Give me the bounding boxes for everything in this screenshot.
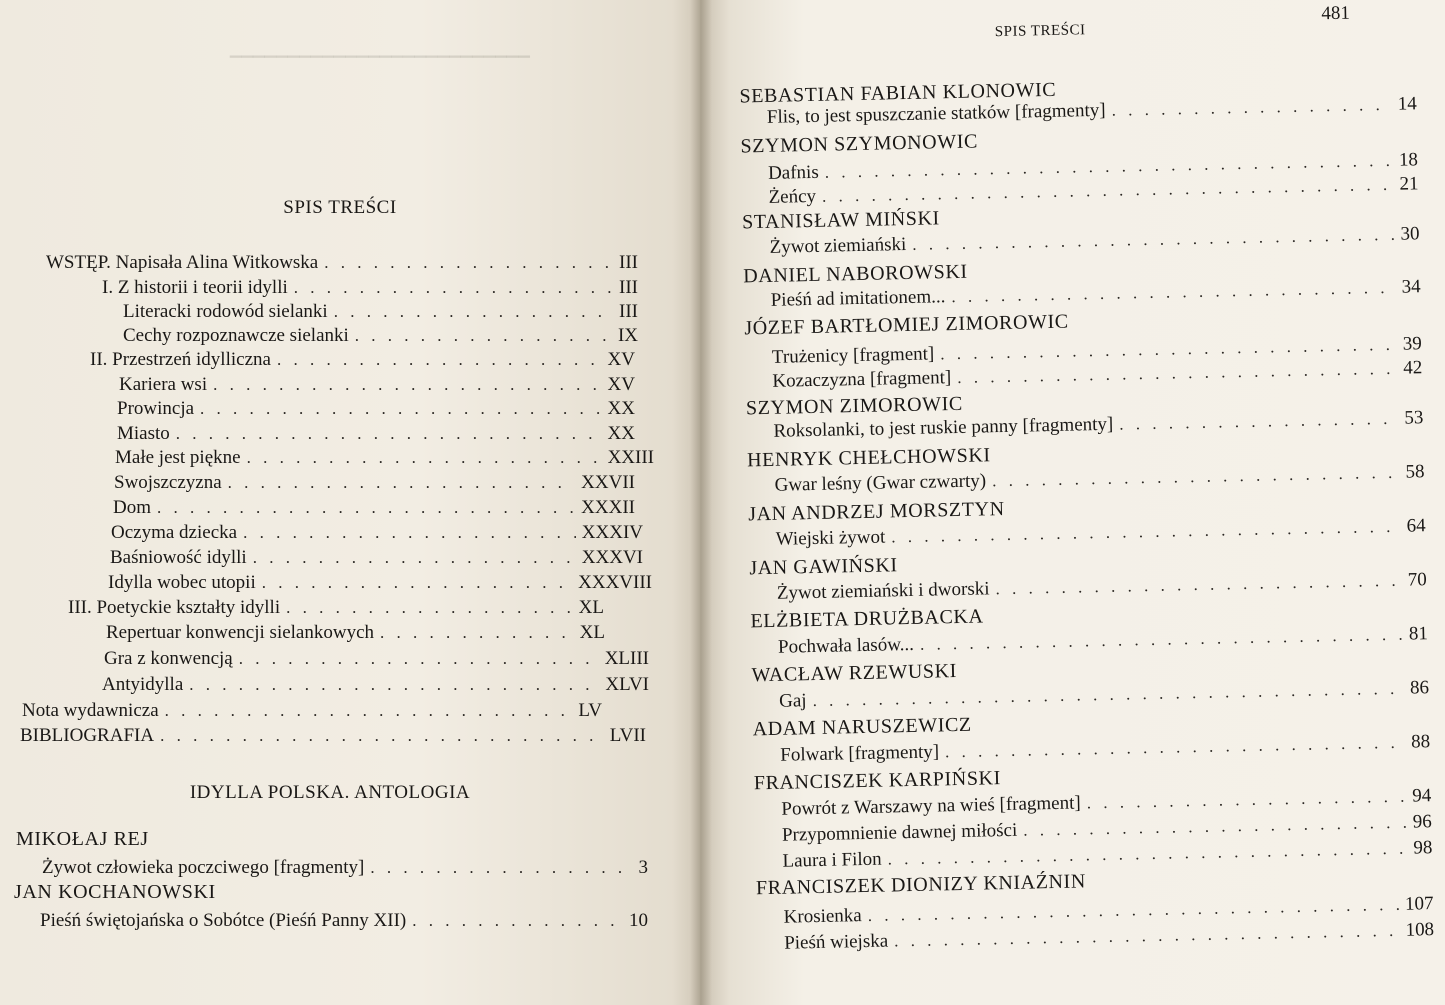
work-page: 81 bbox=[1408, 623, 1429, 645]
author-name: STANISŁAW MIŃSKI bbox=[741, 207, 940, 234]
leader-dots bbox=[1111, 95, 1392, 121]
author-name: FRANCISZEK KARPIŃSKI bbox=[753, 767, 1002, 795]
toc-line bbox=[117, 398, 635, 420]
toc-label: Gra z konwencją bbox=[104, 648, 233, 669]
toc-page: XXXII bbox=[581, 497, 635, 518]
work-page: 10 bbox=[629, 910, 648, 931]
leader-dots bbox=[239, 649, 599, 669]
right-page bbox=[700, 0, 1445, 1005]
toc-page: XV bbox=[607, 349, 635, 370]
toc-line bbox=[115, 447, 654, 469]
work-page: 18 bbox=[1398, 149, 1419, 171]
author-name: JAN ANDRZEJ MORSZTYN bbox=[747, 498, 1005, 526]
work-title: Wiejski żywot bbox=[775, 526, 886, 550]
toc-line bbox=[106, 622, 605, 644]
toc-line bbox=[102, 277, 638, 299]
work-page: 98 bbox=[1413, 837, 1433, 859]
author-name: FRANCISZEK DIONIZY KNIAŹNIN bbox=[755, 870, 1087, 900]
leader-dots bbox=[294, 278, 613, 298]
toc-line bbox=[123, 325, 638, 347]
work-page: 107 bbox=[1404, 893, 1434, 915]
work-page: 58 bbox=[1405, 461, 1425, 483]
work-title: Pieśń ad imitationem... bbox=[770, 286, 946, 311]
toc-label: Literacki rodowód sielanki bbox=[123, 301, 328, 322]
work-page: 21 bbox=[1399, 173, 1419, 195]
toc-page: XX bbox=[607, 398, 635, 419]
toc-page: LVII bbox=[609, 725, 646, 746]
leader-dots bbox=[370, 858, 632, 878]
work-page: 88 bbox=[1410, 731, 1431, 753]
leader-dots bbox=[277, 350, 602, 370]
toc-page: III bbox=[619, 301, 638, 322]
toc-page: XLIII bbox=[604, 648, 649, 669]
work-page: 64 bbox=[1406, 515, 1426, 537]
work-page: 96 bbox=[1412, 811, 1433, 833]
author-name: WACŁAW RZEWUSKI bbox=[751, 660, 958, 687]
toc-label: Małe jest piękne bbox=[115, 447, 241, 468]
leader-dots bbox=[995, 571, 1402, 600]
toc-page: XL bbox=[578, 597, 604, 618]
toc-label: Dom bbox=[113, 497, 151, 518]
work-title: Przypomnienie dawnej miłości bbox=[781, 819, 1018, 846]
work-title: Roksolanki, to jest ruskie panny [fragmenty] bbox=[773, 413, 1114, 442]
work-title: Żeńcy bbox=[768, 185, 817, 208]
book-spine-shadow bbox=[690, 0, 712, 1005]
work-page: 42 bbox=[1403, 357, 1423, 379]
work-page: 94 bbox=[1412, 785, 1432, 807]
toc-label: WSTĘP. Napisała Alina Witkowska bbox=[46, 252, 319, 273]
leader-dots bbox=[992, 463, 1400, 492]
toc-label: Cechy rozpoznawcze sielanki bbox=[123, 325, 349, 346]
work-title: Pochwała lasów... bbox=[777, 633, 915, 658]
toc-title: SPIS TREŚCI bbox=[283, 197, 397, 218]
toc-page: III bbox=[619, 277, 638, 298]
leader-dots bbox=[160, 726, 604, 746]
work-title: Gwar leśny (Gwar czwarty) bbox=[774, 470, 987, 496]
leader-dots bbox=[247, 448, 602, 468]
leader-dots bbox=[887, 839, 1407, 870]
author-name: JAN KOCHANOWSKI bbox=[14, 881, 216, 903]
work-title: Żywot człowieka poczciwego [fragmenty] bbox=[42, 857, 365, 878]
toc-label: Oczyma dziecka bbox=[111, 522, 238, 543]
work-title: Krosienka bbox=[783, 905, 862, 928]
leader-dots bbox=[165, 701, 573, 721]
show-through-text: ▁▁▁▁▁▁▁▁▁▁▁▁▁▁▁▁▁▁▁▁▁▁▁▁▁▁ bbox=[230, 42, 530, 58]
leader-dots bbox=[1119, 409, 1399, 435]
author-name: SZYMON SZYMONOWIC bbox=[740, 130, 979, 158]
work-page: 70 bbox=[1407, 569, 1427, 591]
toc-label: II. Przestrzeń idylliczna bbox=[90, 349, 271, 370]
leader-dots bbox=[157, 498, 575, 518]
toc-line bbox=[68, 597, 604, 619]
leader-dots bbox=[920, 625, 1403, 655]
author-name: JÓZEF BARTŁOMIEJ ZIMOROWIC bbox=[744, 310, 1069, 340]
toc-line bbox=[114, 472, 635, 494]
work-page: 86 bbox=[1409, 677, 1430, 699]
anthology-title: IDYLLA POLSKA. ANTOLOGIA bbox=[189, 782, 471, 803]
work-title: Dafnis bbox=[767, 161, 819, 184]
work-page: 53 bbox=[1404, 407, 1424, 429]
toc-label: I. Z historii i teorii idylli bbox=[102, 277, 288, 298]
work-line bbox=[42, 857, 648, 879]
author-name: SZYMON ZIMOROWIC bbox=[745, 392, 964, 420]
toc-label: BIBLIOGRAFIA bbox=[20, 725, 155, 746]
work-page: 3 bbox=[638, 857, 648, 878]
work-page: 34 bbox=[1401, 276, 1421, 298]
leader-dots bbox=[286, 598, 573, 618]
work-page: 14 bbox=[1397, 93, 1417, 115]
leader-dots bbox=[912, 225, 1395, 255]
work-title: Pieśń wiejska bbox=[783, 930, 889, 954]
toc-page: XXXVI bbox=[581, 547, 643, 568]
work-page: 39 bbox=[1402, 333, 1423, 355]
work-title: Powrót z Warszawy na wieś [fragment] bbox=[781, 792, 1081, 820]
toc-line bbox=[108, 572, 652, 594]
toc-label: Kariera wsi bbox=[119, 374, 208, 395]
work-title: Trużenicy [fragment] bbox=[771, 343, 935, 368]
toc-page: XXVII bbox=[581, 472, 635, 493]
work-page: 108 bbox=[1405, 919, 1435, 941]
toc-label: Idylla wobec utopii bbox=[108, 572, 256, 593]
work-title: Kozaczyzna [fragment] bbox=[772, 367, 952, 392]
toc-label: Miasto bbox=[117, 423, 170, 444]
work-title: Pieśń świętojańska o Sobótce (Pieśń Panny XII) bbox=[40, 910, 407, 931]
leader-dots bbox=[951, 278, 1396, 307]
toc-line bbox=[90, 349, 635, 371]
author-name: MIKOŁAJ REJ bbox=[16, 828, 149, 850]
toc-line bbox=[111, 522, 643, 544]
leader-dots bbox=[945, 733, 1406, 763]
work-title: Gaj bbox=[778, 690, 807, 712]
toc-label: Nota wydawnicza bbox=[22, 700, 159, 721]
toc-page: IX bbox=[617, 325, 638, 346]
toc-line bbox=[113, 497, 635, 519]
toc-line bbox=[46, 252, 638, 274]
leader-dots bbox=[189, 675, 599, 695]
leader-dots bbox=[262, 573, 572, 593]
work-line bbox=[40, 910, 648, 932]
toc-line bbox=[110, 547, 643, 569]
toc-page: XXXVIII bbox=[578, 572, 652, 593]
leader-dots bbox=[380, 623, 574, 643]
toc-line bbox=[20, 725, 646, 747]
leader-dots bbox=[355, 326, 612, 346]
toc-label: Swojszczyzna bbox=[114, 472, 222, 493]
work-title: Flis, to jest spuszczanie statków [fragmenty] bbox=[766, 99, 1106, 128]
running-head: SPIS TREŚCI bbox=[994, 22, 1086, 41]
toc-line bbox=[102, 674, 649, 696]
toc-page: III bbox=[619, 252, 638, 273]
toc-label: Repertuar konwencji sielankowych bbox=[106, 622, 375, 643]
toc-label: Antyidylla bbox=[102, 674, 184, 695]
work-title: Laura i Filon bbox=[782, 848, 882, 872]
toc-page: XL bbox=[579, 622, 605, 643]
author-name: DANIEL NABOROWSKI bbox=[743, 260, 968, 288]
work-title: Folwark [fragmenty] bbox=[780, 741, 940, 766]
toc-page: XX bbox=[607, 423, 635, 444]
leader-dots bbox=[1087, 787, 1407, 814]
toc-label: Prowincja bbox=[117, 398, 195, 419]
toc-page: LV bbox=[578, 700, 602, 721]
leader-dots bbox=[324, 253, 613, 273]
author-name: SEBASTIAN FABIAN KLONOWIC bbox=[739, 78, 1057, 108]
author-name: JAN GAWIŃSKI bbox=[749, 554, 898, 580]
author-name: ADAM NARUSZEWICZ bbox=[752, 713, 972, 741]
toc-label: III. Poetyckie kształty idylli bbox=[68, 597, 281, 618]
leader-dots bbox=[243, 523, 576, 543]
leader-dots bbox=[253, 548, 576, 568]
leader-dots bbox=[1023, 813, 1407, 841]
toc-page: XV bbox=[607, 374, 635, 395]
toc-page: XXXIV bbox=[581, 522, 643, 543]
author-name: HENRYK CHEŁCHOWSKI bbox=[746, 444, 991, 472]
toc-line bbox=[104, 648, 649, 670]
work-page: 30 bbox=[1400, 223, 1420, 245]
leader-dots bbox=[200, 399, 602, 419]
leader-dots bbox=[176, 424, 602, 444]
author-name: ELŻBIETA DRUŻBACKA bbox=[750, 605, 984, 633]
toc-page: XLVI bbox=[605, 674, 649, 695]
toc-label: Baśniowość idylli bbox=[110, 547, 247, 568]
left-page bbox=[0, 0, 700, 1005]
work-title: Żywot ziemiański i dworski bbox=[776, 578, 990, 604]
toc-line bbox=[123, 301, 638, 323]
toc-line bbox=[119, 374, 635, 396]
leader-dots bbox=[894, 921, 1400, 952]
leader-dots bbox=[412, 911, 623, 931]
leader-dots bbox=[334, 302, 613, 322]
toc-line bbox=[117, 423, 635, 445]
toc-line bbox=[22, 700, 602, 722]
page-number: 481 bbox=[1321, 2, 1351, 25]
leader-dots bbox=[228, 473, 576, 493]
toc-page: XXIII bbox=[607, 447, 654, 468]
leader-dots bbox=[213, 375, 601, 395]
work-title: Żywot ziemiański bbox=[769, 234, 907, 258]
